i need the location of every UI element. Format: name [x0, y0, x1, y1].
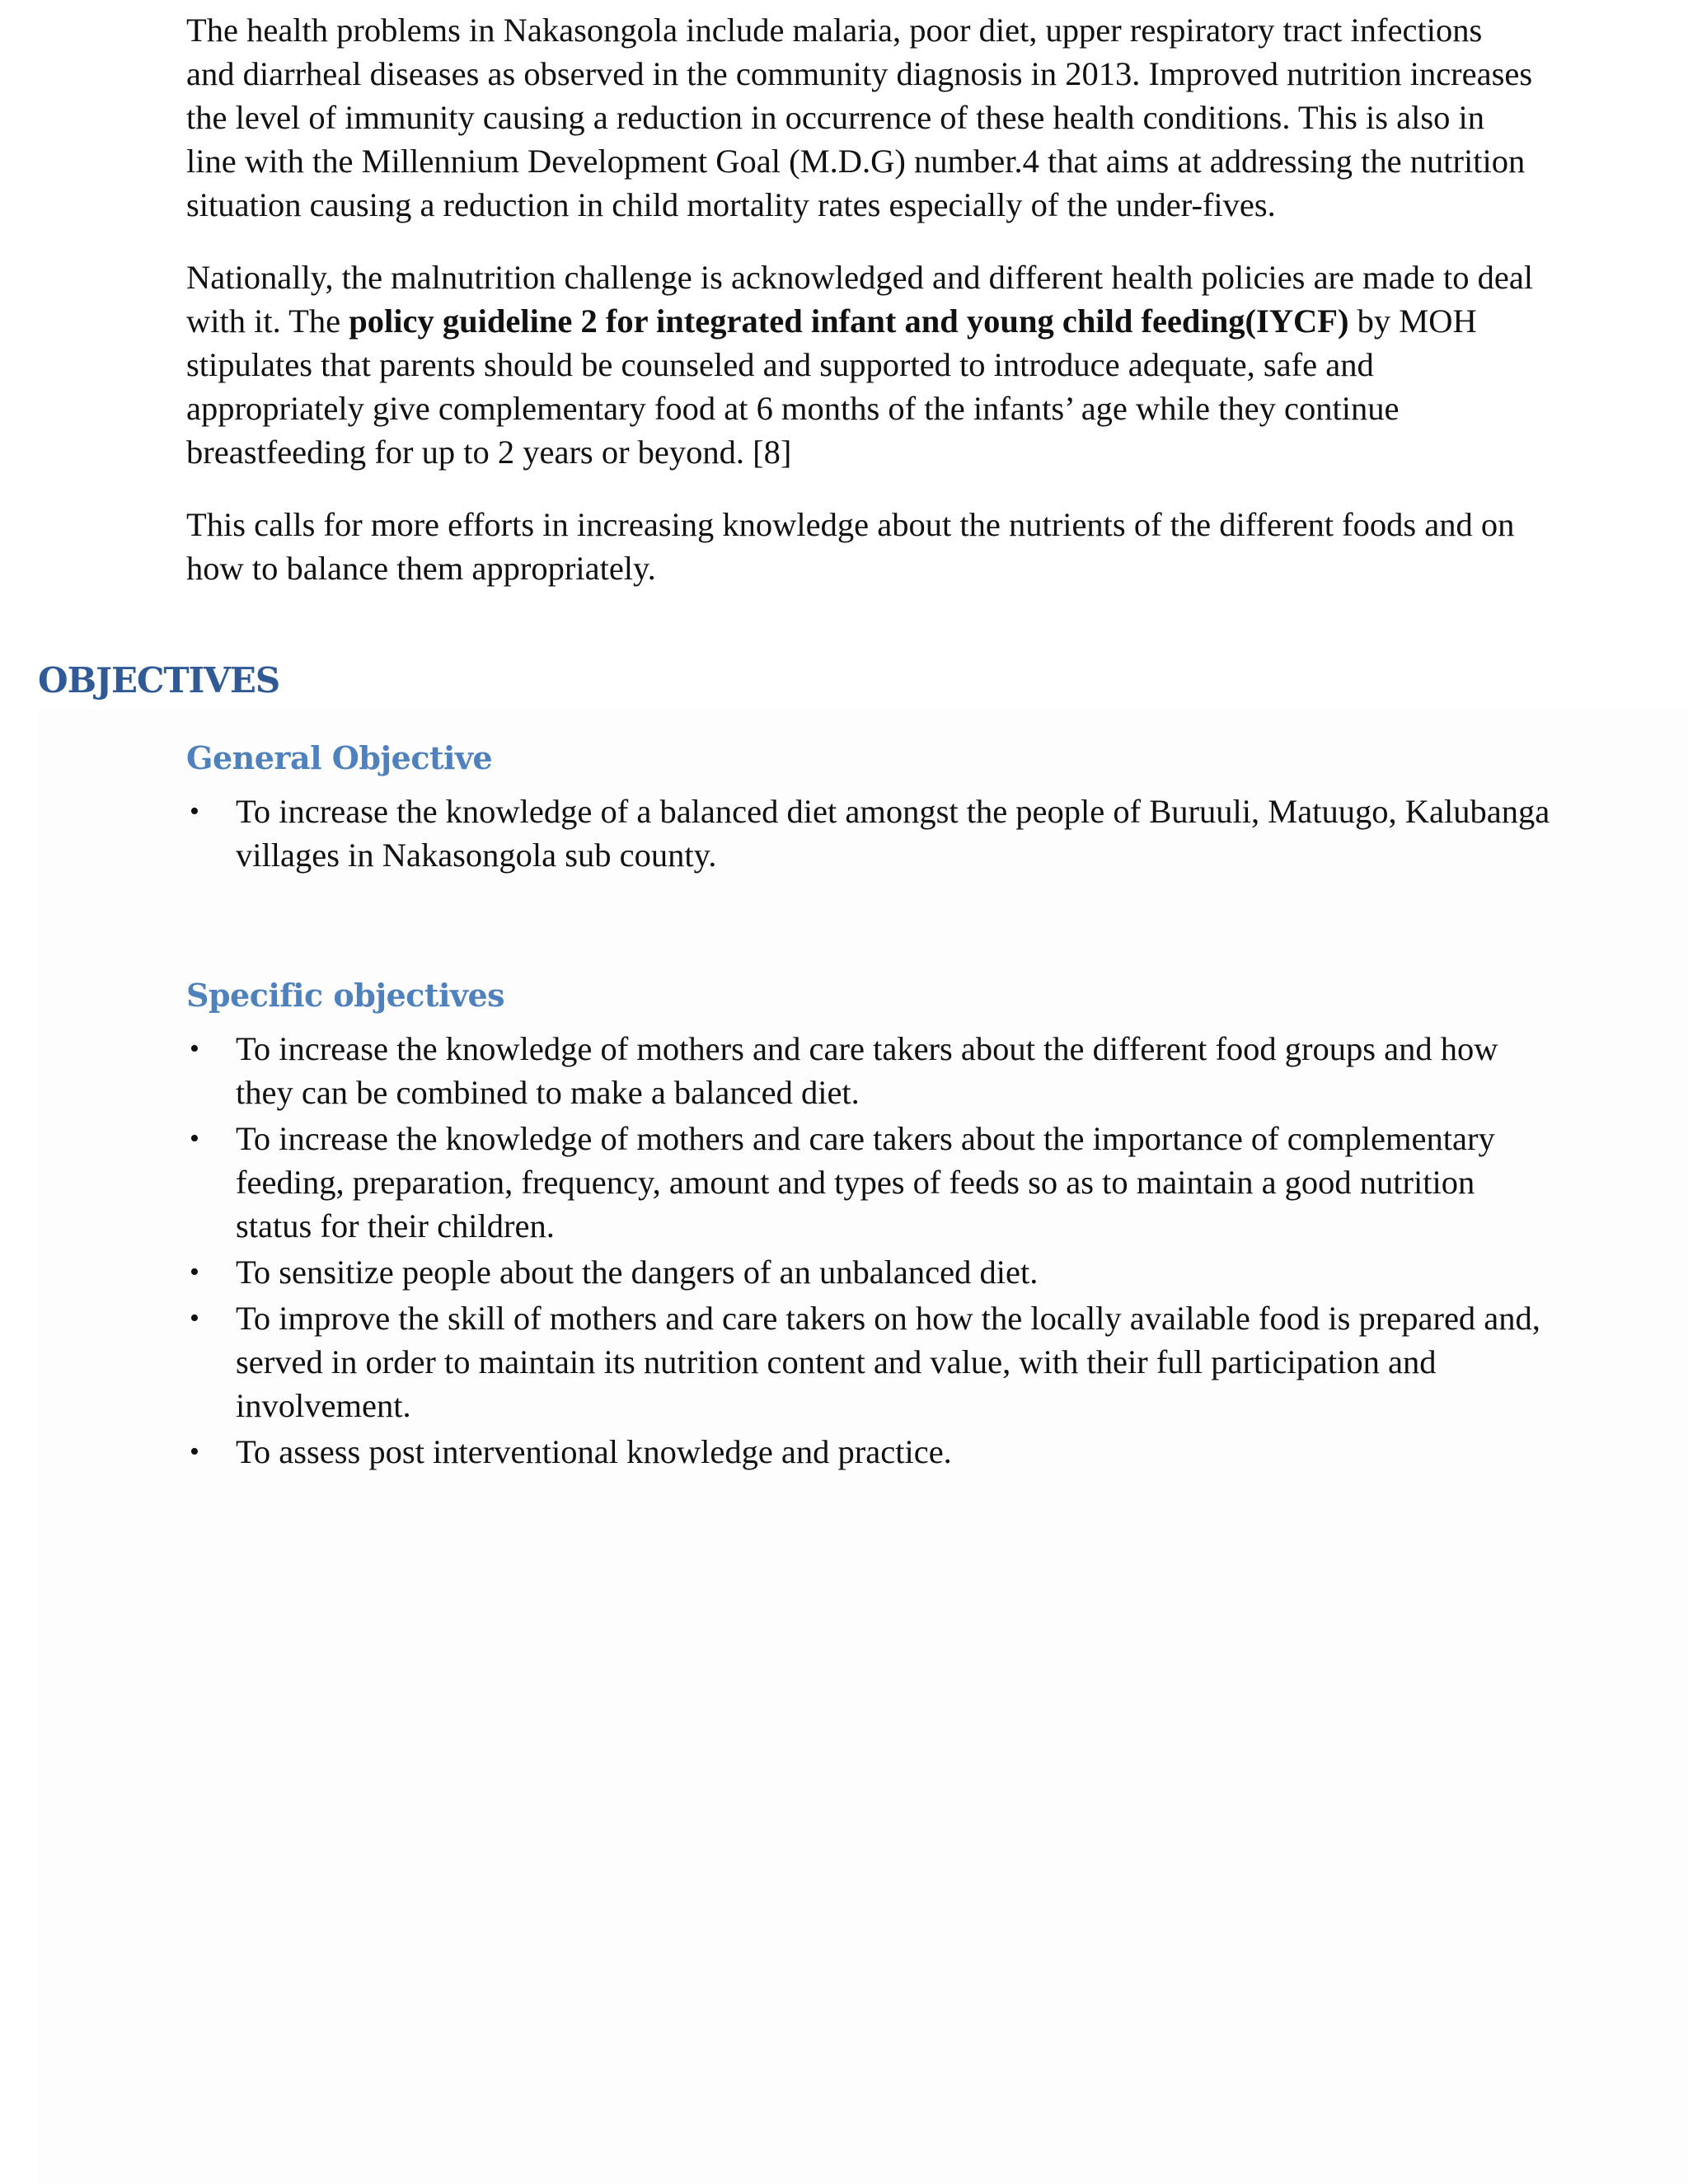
- list-item-text: To increase the knowledge of a balanced diet amongst the people of Buruuli, Matuugo, Kalubanga villages in Nakasongola sub county.: [236, 793, 1550, 874]
- list-item: [186, 1296, 1554, 1427]
- bullet-icon: •: [190, 796, 199, 827]
- bullet-icon: •: [190, 1436, 199, 1467]
- list-item: [186, 1430, 1554, 1474]
- paragraph-text: Nationally, the malnutrition challenge is acknowledged and different health policies are made to deal with it. The: [186, 259, 1534, 340]
- list-item-text: To increase the knowledge of mothers and care takers about the importance of complementary feeding, preparation, frequency, amount and types of feeds so as to maintain a good nutrition status for their children.: [236, 1120, 1495, 1244]
- list-item-text: To improve the skill of mothers and care takers on how the locally available food is prepared and, served in order to maintain its nutrition content and value, with their full participation and involvement.: [236, 1300, 1540, 1424]
- specific-objectives-heading: Specific objectives: [186, 977, 505, 1014]
- intro-paragraph-malnutrition-policy: [186, 255, 1538, 474]
- list-item-text: To assess post interventional knowledge and practice.: [236, 1433, 952, 1470]
- specific-objectives-list: [186, 1027, 1554, 1476]
- list-item: [186, 790, 1554, 877]
- list-item-text: To increase the knowledge of mothers and care takers about the different food groups and how they can be combined to make a balanced diet.: [236, 1030, 1498, 1111]
- intro-paragraph-call-for-efforts: This calls for more efforts in increasing knowledge about the nutrients of the different foods and on how to balance them appropriately.: [186, 506, 1515, 587]
- general-objective-list: [186, 790, 1554, 879]
- list-item: [186, 1250, 1554, 1294]
- bullet-icon: •: [190, 1033, 199, 1064]
- list-item: [186, 1027, 1554, 1114]
- list-item-text: To sensitize people about the dangers of an unbalanced diet.: [236, 1254, 1039, 1291]
- bullet-icon: •: [190, 1257, 199, 1287]
- objectives-heading: OBJECTIVES: [38, 660, 280, 701]
- list-item: [186, 1117, 1554, 1248]
- general-objective-heading: General Objective: [186, 739, 493, 776]
- bullet-icon: •: [190, 1123, 199, 1154]
- intro-paragraph-health-problems: The health problems in Nakasongola include malaria, poor diet, upper respiratory tract infections and diarrheal diseases as observed in the community diagnosis in 2013. Improved nutrition increases the level of immunity causing a reduction in occurrence of these health conditions. This is also in line with the Millennium Development Goal (M.D.G) number.4 that aims at addressing the nutrition situation causing a reduction in child mortality rates especially of the under-fives.: [186, 12, 1533, 223]
- bullet-icon: •: [190, 1303, 199, 1333]
- policy-guideline-bold-text: policy guideline 2 for integrated infant and young child feeding(IYCF): [349, 302, 1349, 340]
- paragraph-text: by MOH stipulates that parents should be counseled and supported to introduce adequate, safe and appropriately give complementary food at 6 months of the infants’ age while they continue breastfeeding for up to 2 years or beyond. [8]: [186, 302, 1477, 471]
